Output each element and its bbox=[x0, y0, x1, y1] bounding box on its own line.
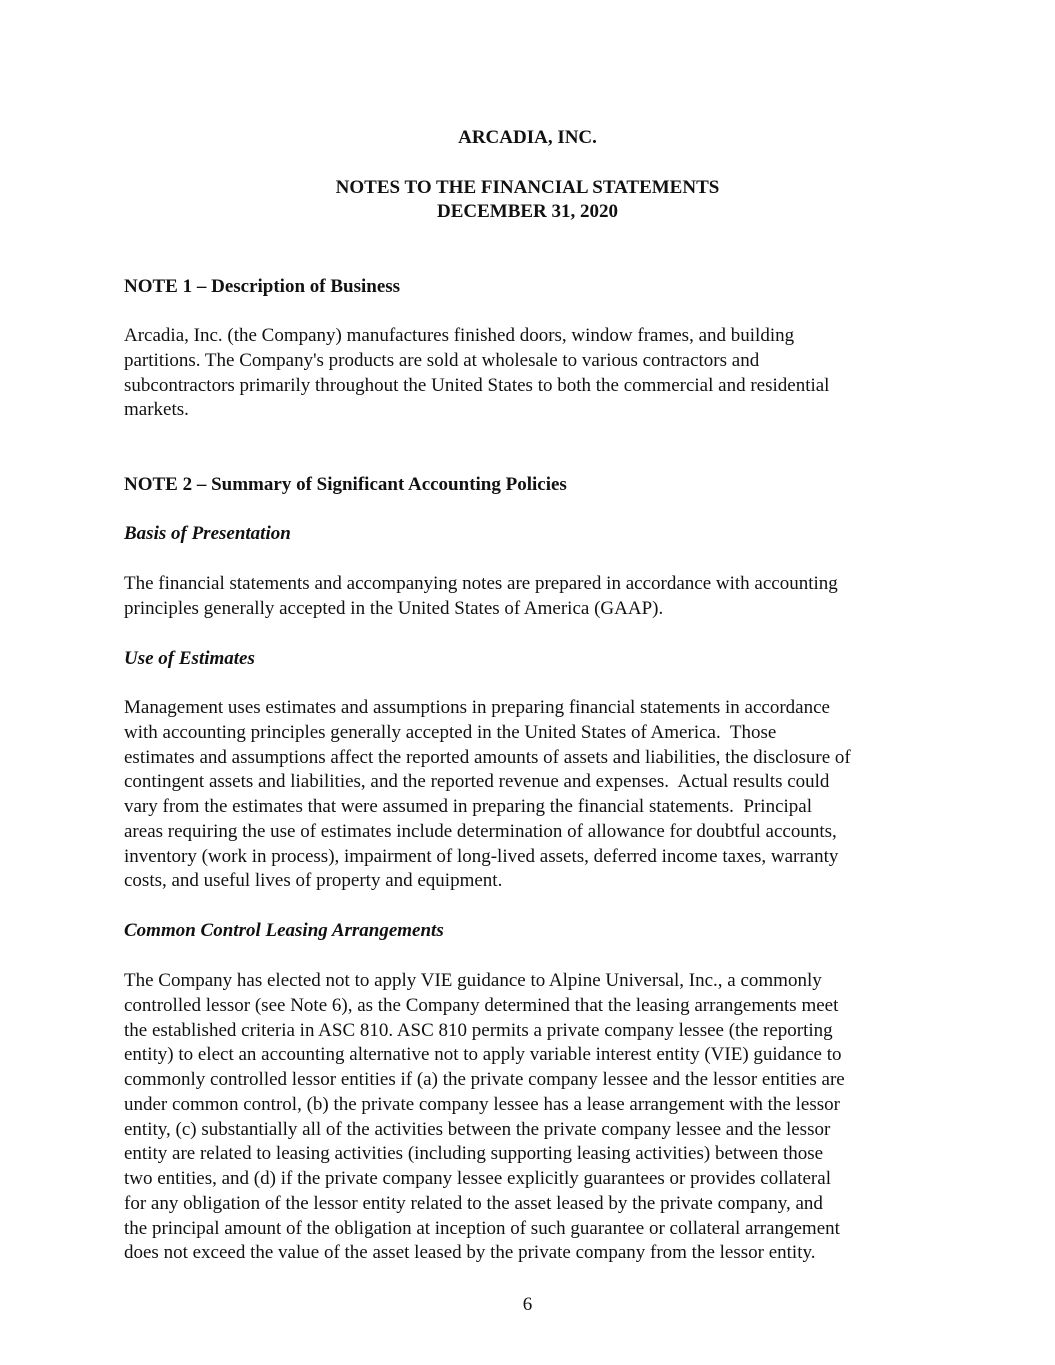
paragraph-line: does not exceed the value of the asset leased by the private company from the lessor entity. bbox=[124, 1242, 816, 1264]
paragraph-line: for any obligation of the lessor entity related to the asset leased by the private company, and bbox=[124, 1192, 823, 1214]
paragraph-line: under common control, (b) the private company lessee has a lease arrangement with the lessor bbox=[124, 1093, 840, 1115]
page-number: 6 bbox=[522, 1294, 533, 1315]
paragraph-line: costs, and useful lives of property and equipment. bbox=[124, 870, 503, 892]
note-1-paragraph bbox=[124, 324, 944, 423]
paragraph-line: The Company has elected not to apply VIE guidance to Alpine Universal, Inc., a commonly bbox=[124, 970, 822, 991]
paragraph-line: commonly controlled lessor entities if (a) the private company lessee and the lessor entities are bbox=[124, 1069, 845, 1090]
common-control-leasing-paragraph bbox=[124, 969, 944, 1266]
paragraph-line: controlled lessor (see Note 6), as the Company determined that the leasing arrangements meet bbox=[124, 994, 839, 1016]
paragraph-line: two entities, and (d) if the private company lessee explicitly guarantees or provides collateral bbox=[124, 1168, 831, 1189]
note-2-heading: NOTE 2 – Summary of Significant Accounting Policies bbox=[124, 474, 567, 495]
company-name: ARCADIA, INC. bbox=[458, 127, 597, 148]
basis-of-presentation-paragraph bbox=[124, 572, 944, 622]
paragraph-line: estimates and assumptions affect the reported amounts of assets and liabilities, the disclosure of bbox=[124, 746, 851, 768]
paragraph-line: areas requiring the use of estimates include determination of allowance for doubtful accounts, bbox=[124, 820, 837, 842]
paragraph-line: markets. bbox=[124, 399, 189, 421]
paragraph-line: principles generally accepted in the United States of America (GAAP). bbox=[124, 597, 664, 619]
paragraph-line: the principal amount of the obligation at inception of such guarantee or collateral arrangement bbox=[124, 1217, 840, 1239]
paragraph-line: the established criteria in ASC 810. ASC 810 permits a private company lessee (the reporting bbox=[124, 1019, 833, 1041]
note-1-heading: NOTE 1 – Description of Business bbox=[124, 276, 401, 297]
use-of-estimates-subheading: Use of Estimates bbox=[124, 648, 255, 669]
document-title: NOTES TO THE FINANCIAL STATEMENTS bbox=[335, 177, 720, 198]
use-of-estimates-paragraph bbox=[124, 696, 944, 894]
paragraph-line: subcontractors primarily throughout the United States to both the commercial and residential bbox=[124, 374, 830, 396]
paragraph-line: Management uses estimates and assumptions in preparing financial statements in accordance bbox=[124, 697, 830, 718]
paragraph-line: with accounting principles generally accepted in the United States of America. Those bbox=[124, 721, 777, 743]
common-control-leasing-subheading: Common Control Leasing Arrangements bbox=[124, 920, 444, 941]
basis-of-presentation-subheading: Basis of Presentation bbox=[124, 523, 291, 544]
paragraph-line: entity, (c) substantially all of the activities between the private company lessee and the lessor bbox=[124, 1118, 831, 1140]
document-date: DECEMBER 31, 2020 bbox=[436, 201, 619, 222]
paragraph-line: contingent assets and liabilities, and the reported revenue and expenses. Actual results could bbox=[124, 771, 830, 793]
paragraph-line: Arcadia, Inc. (the Company) manufactures finished doors, window frames, and building bbox=[124, 325, 795, 346]
paragraph-line: partitions. The Company's products are sold at wholesale to various contractors and bbox=[124, 349, 760, 371]
paragraph-line: The financial statements and accompanying notes are prepared in accordance with accounting bbox=[124, 573, 838, 594]
paragraph-line: entity are related to leasing activities (including supporting leasing activities) between those bbox=[124, 1143, 824, 1165]
paragraph-line: vary from the estimates that were assumed in preparing the financial statements. Principal bbox=[124, 796, 812, 817]
paragraph-line: inventory (work in process), impairment of long-lived assets, deferred income taxes, warranty bbox=[124, 845, 839, 867]
paragraph-line: entity) to elect an accounting alternative not to apply variable interest entity (VIE) guidance to bbox=[124, 1044, 842, 1066]
